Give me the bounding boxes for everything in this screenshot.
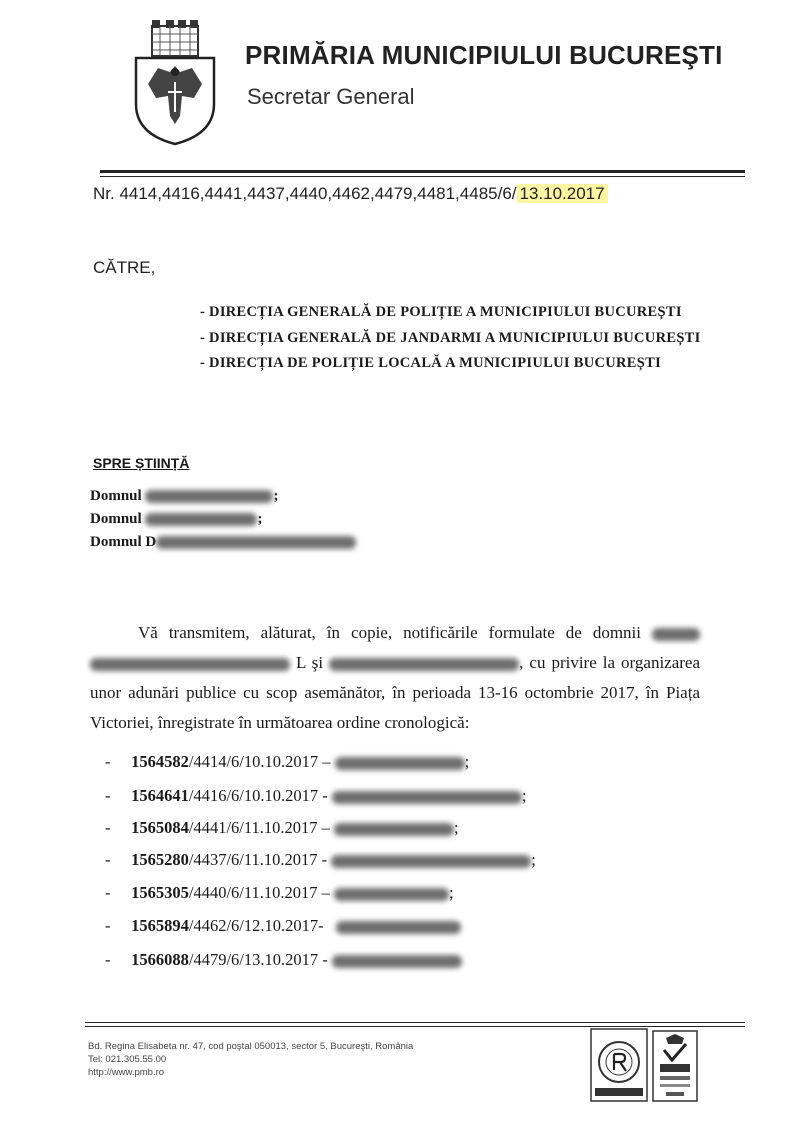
redacted-name: [332, 955, 462, 968]
cc-person-1: [90, 488, 278, 505]
list-bullet: -: [105, 818, 111, 837]
registration-number-bold: 1566088: [131, 950, 189, 969]
registration-number-bold: 1565280: [131, 850, 189, 869]
list-bullet: -: [105, 786, 111, 805]
registration-number-bold: 1565305: [131, 883, 189, 902]
registration-item: [105, 786, 526, 806]
registration-punct: ;: [464, 752, 470, 771]
body-paragraph: [90, 618, 700, 738]
registration-detail: /4441/6/11.10.2017 –: [188, 818, 330, 837]
list-bullet: -: [105, 883, 111, 902]
registration-item: [105, 916, 461, 936]
recipient-gendarmerie: - DIRECȚIA GENERALĂ DE JANDARMI A MUNICIPIULUI BUCUREȘTI: [200, 330, 701, 346]
department-name: Secretar General: [247, 84, 415, 109]
list-bullet: -: [105, 850, 111, 869]
redacted-name: [156, 536, 356, 549]
redacted-name: [90, 658, 290, 671]
registration-date: 13.10.2017: [517, 184, 608, 203]
addressee-heading: CĂTRE,: [93, 258, 156, 277]
registration-detail: /4440/6/11.10.2017 –: [188, 883, 330, 902]
list-bullet: -: [105, 950, 111, 969]
registration-detail: /4416/6/10.10.2017 -: [188, 786, 328, 805]
registration-detail: /4414/6/10.10.2017 –: [188, 752, 331, 771]
cc-title: Domnul D: [90, 534, 157, 550]
registration-number-bold: 1565084: [131, 818, 189, 837]
redacted-name: [336, 921, 461, 934]
registration-item: [105, 850, 536, 870]
header-divider-thin: [100, 176, 745, 177]
registration-punct: ;: [521, 786, 527, 805]
redacted-name: [145, 490, 273, 503]
body-part-2: L şi: [296, 653, 324, 672]
footer-divider-thin: [85, 1026, 745, 1027]
registration-item: [105, 818, 459, 838]
registration-number-bold: 1564641: [131, 786, 189, 805]
bucharest-coat-of-arms-icon: [130, 12, 220, 147]
registration-detail: /4437/6/11.10.2017 -: [188, 850, 328, 869]
redacted-name: [145, 513, 257, 526]
list-bullet: -: [105, 916, 111, 935]
certification-r-logo-icon: [590, 1028, 648, 1102]
recipient-local-police: - DIRECȚIA DE POLIȚIE LOCALĂ A MUNICIPIULUI BUCUREȘTI: [200, 355, 662, 371]
institution-name: PRIMĂRIA MUNICIPIULUI BUCUREŞTI: [245, 40, 723, 70]
cc-title: Domnul: [90, 488, 142, 504]
header-divider: [100, 170, 745, 173]
registration-punct: ;: [531, 850, 536, 869]
cc-title: Domnul: [90, 511, 142, 527]
ukas-accreditation-logo-icon: [652, 1030, 698, 1102]
registration-number: [93, 184, 608, 204]
registration-punct: ;: [454, 818, 459, 837]
redacted-name: [332, 791, 522, 804]
cc-punct: ;: [273, 488, 279, 504]
registration-item: [105, 752, 469, 772]
redacted-name: [335, 757, 465, 770]
footer-address: Bd. Regina Elisabeta nr. 47, cod poştal 050013, sector 5, Bucureşti, România: [88, 1041, 414, 1052]
registration-item: [105, 950, 462, 970]
redacted-name: [652, 628, 700, 641]
registration-number-prefix: Nr. 4414,4416,4441,4437,4440,4462,4479,4481,4485/6/: [93, 184, 517, 203]
footer-website: http://www.pmb.ro: [88, 1067, 165, 1078]
redacted-name: [334, 888, 449, 901]
registration-punct: ;: [449, 883, 454, 902]
registration-number-bold: 1565894: [131, 916, 189, 935]
list-bullet: -: [105, 752, 111, 771]
redacted-name: [331, 855, 531, 868]
recipient-police: - DIRECȚIA GENERALĂ DE POLIȚIE A MUNICIPIULUI BUCUREȘTI: [200, 304, 682, 320]
redacted-name: [334, 823, 454, 836]
footer-divider: [85, 1022, 745, 1023]
cc-punct: ;: [257, 511, 263, 527]
cc-person-2: [90, 511, 262, 528]
registration-number-bold: 1564582: [131, 752, 189, 771]
cc-heading: SPRE ȘTIINȚĂ: [93, 455, 190, 471]
body-part-1: Vă transmitem, alăturat, în copie, notificările formulate de domnii: [138, 623, 641, 642]
registration-detail: /4462/6/12.10.2017-: [188, 916, 324, 935]
redacted-name: [329, 658, 519, 671]
registration-item: [105, 883, 454, 903]
cc-person-3: [90, 534, 356, 551]
body-part-3: , cu privire la organizarea unor adunări publice cu scop asemănător, în perioada 13-16 octombrie 2017, în Piața Victoriei, înregistrate în următoarea ordine cronologică:: [90, 653, 701, 732]
footer-phone: Tel: 021.305.55.00: [88, 1054, 167, 1065]
registration-detail: /4479/6/13.10.2017 -: [188, 950, 328, 969]
footer-contact: [88, 1040, 413, 1079]
